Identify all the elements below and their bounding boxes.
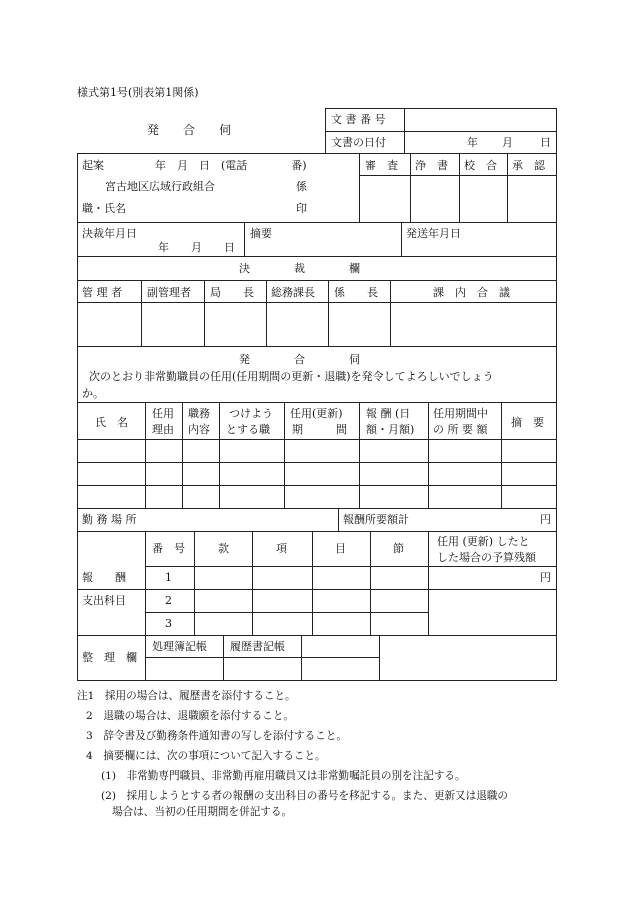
check-kogo: 校 合 [464, 159, 497, 172]
check-josho: 浄 書 [415, 159, 448, 172]
proposal-title: 発 合 伺 [239, 353, 360, 366]
origin-date-phone: 年 月 日 (電話 番) [155, 159, 307, 172]
ledger-processing: 処理簿記帳 [152, 640, 207, 653]
col-period-2: 期 間 [292, 423, 347, 436]
col-reason-2: 理由 [152, 423, 174, 436]
origin-name-label: 職・氏名 [82, 202, 126, 215]
doc-number-label: 文 書 番 号 [331, 113, 386, 126]
approver-kyokucho: 局 長 [210, 286, 254, 299]
note-4-2: (2) 採用しようとする者の報酬の支出科目の番号を移記する。また、更新又は退職の [101, 790, 508, 802]
col-duty-1: 職務 [188, 407, 210, 420]
col-duty-2: 内容 [188, 423, 210, 436]
approver-kanai-gogi: 課 内 合 議 [433, 286, 510, 299]
origin-kakari: 係 [296, 180, 307, 193]
budget-kan-header: 款 [218, 542, 229, 555]
header-title: 発 合 伺 [147, 123, 232, 137]
kessai-title: 決 裁 欄 [239, 262, 360, 275]
note-4: 4 摘要欄には、次の事項について記入すること。 [86, 750, 326, 762]
approver-kanrisha: 管 理 者 [82, 286, 122, 299]
approver-somukacho: 総務課長 [271, 286, 315, 299]
kessai-date-label: 決裁年月日 [82, 227, 137, 240]
col-required-1: 任用期間中 [433, 407, 488, 420]
doc-date-label: 文書の日付 [331, 136, 386, 149]
budget-number-header: 番 号 [152, 542, 185, 555]
budget-moku-header: 目 [335, 542, 346, 555]
note-1: 注1 採用の場合は、履歴書を添付すること。 [77, 690, 296, 702]
origin-seal: 印 [296, 202, 307, 215]
proposal-body-line2: か。 [82, 387, 104, 400]
doc-year: 年 [467, 136, 478, 149]
note-3: 3 辞令書及び勤務条件通知書の写しを添付すること。 [86, 730, 347, 742]
budget-row-number-1: 1 [165, 571, 172, 584]
proposal-body-line1: 次のとおり非常勤職員の任用(任用期間の更新・退職)を発令してよろしいでしょう [89, 370, 494, 383]
col-required-2: の 所 要 額 [433, 423, 488, 436]
col-post-1: つけよう [229, 407, 273, 420]
col-summary: 摘 要 [511, 416, 544, 429]
col-pay-1: 報 酬 (日 [366, 407, 411, 420]
budget-setsu-header: 節 [393, 542, 404, 555]
ledger-label: 整 理 欄 [82, 651, 137, 664]
kian-label: 起案 [82, 159, 104, 172]
check-shinsa: 審 査 [365, 159, 398, 172]
budget-balance-header-1: 任用 (更新) したと [437, 535, 530, 548]
col-period-1: 任用(更新) [290, 407, 343, 420]
pay-total-yen: 円 [540, 513, 551, 526]
work-place-label: 勤 務 場 所 [82, 513, 137, 526]
col-pay-2: 額・月額) [366, 423, 415, 436]
budget-balance-header-2: した場合の予算残額 [437, 551, 536, 564]
note-2: 2 退職の場合は、退職願を添付すること。 [86, 710, 295, 722]
origin-org: 宮古地区広域行政組合 [105, 180, 215, 193]
tekiyo-label: 摘要 [250, 227, 272, 240]
ledger-resume: 履歴書記帳 [230, 640, 285, 653]
note-4-2-cont: 場合は、当初の任用期間を併記する。 [112, 806, 293, 818]
budget-row-number-2: 2 [165, 594, 172, 607]
note-4-1: (1) 非常勤専門職員、非常勤再雇用職員又は非常勤嘱託員の別を注記する。 [101, 770, 466, 782]
budget-row-number-3: 3 [165, 617, 172, 630]
col-name: 氏 名 [95, 416, 128, 429]
col-post-2: とする職 [226, 423, 270, 436]
kessai-date-ymd: 年 月 日 [158, 241, 235, 254]
doc-day: 日 [540, 136, 551, 149]
check-shonin: 承 認 [512, 159, 545, 172]
col-reason-1: 任用 [152, 407, 174, 420]
approver-kakaricho: 係 長 [334, 286, 378, 299]
budget-expense-label: 支出科目 [82, 594, 126, 607]
budget-kou-header: 項 [276, 542, 287, 555]
budget-pay-label: 報 酬 [82, 571, 126, 584]
hasso-date-label: 発送年月日 [406, 227, 461, 240]
approver-fukukanrisha: 副管理者 [147, 286, 191, 299]
doc-month: 月 [502, 136, 513, 149]
form-id: 様式第1号(別表第1関係) [77, 86, 199, 99]
pay-total-label: 報酬所要額計 [343, 513, 409, 526]
budget-balance-yen: 円 [540, 571, 551, 584]
